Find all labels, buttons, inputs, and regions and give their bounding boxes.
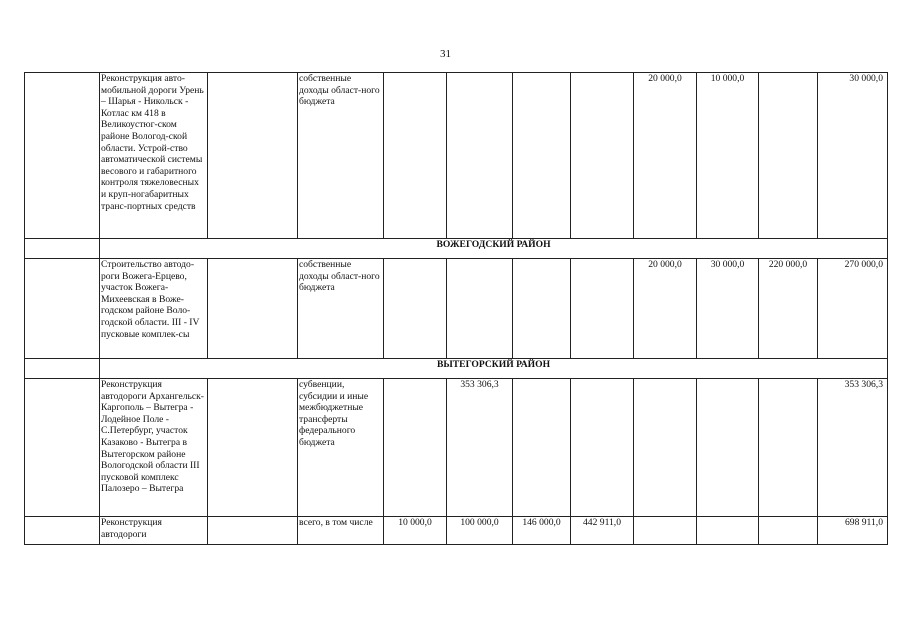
- value-cell: [513, 73, 571, 239]
- value-cell: 30 000,0: [697, 259, 759, 359]
- value-cell: [697, 379, 759, 517]
- value-cell: [513, 259, 571, 359]
- value-cell: [513, 379, 571, 517]
- value-cell: [571, 73, 634, 239]
- row-number-cell: [25, 379, 100, 517]
- value-cell: [447, 259, 513, 359]
- project-name: Строительство автодо-роги Вожега-Ерцево, участок Вожега-Михеевская в Воже-годском районе Воло-годской области. III - IV пусковые комплек-сы: [100, 259, 208, 359]
- value-cell: 20 000,0: [634, 73, 697, 239]
- value-cell: 20 000,0: [634, 259, 697, 359]
- table-row: [25, 73, 888, 239]
- value-cell: [384, 379, 447, 517]
- value-cell: [384, 73, 447, 239]
- project-name: Реконструкция автодороги: [100, 517, 208, 545]
- empty-cell: [208, 73, 298, 239]
- value-cell: 10 000,0: [384, 517, 447, 545]
- total-cell: 353 306,3: [818, 379, 888, 517]
- table-row: [25, 259, 888, 359]
- empty-cell: [208, 379, 298, 517]
- project-name: Реконструкция автодороги Архангельск-Каргополь – Вытегра - Лодейное Поле - С.Петербург, участок Казаково - Вытегра в Вытегорском районе Вологодской области III пусковой комплекс Палозеро – Вытегра: [100, 379, 208, 517]
- value-cell: [697, 517, 759, 545]
- value-cell: [634, 379, 697, 517]
- row-number-cell: [25, 359, 100, 379]
- value-cell: 442 911,0: [571, 517, 634, 545]
- funding-source: собственные доходы област-ного бюджета: [298, 259, 384, 359]
- budget-table: [24, 72, 888, 545]
- funding-source: субвенции, субсидии и иные межбюджетные трансферты федерального бюджета: [298, 379, 384, 517]
- value-cell: [759, 517, 818, 545]
- district-heading: ВОЖЕГОДСКИЙ РАЙОН: [100, 239, 888, 259]
- value-cell: [384, 259, 447, 359]
- value-cell: 100 000,0: [447, 517, 513, 545]
- table-row: [25, 379, 888, 517]
- value-cell: 220 000,0: [759, 259, 818, 359]
- total-cell: 698 911,0: [818, 517, 888, 545]
- value-cell: [634, 517, 697, 545]
- district-heading: ВЫТЕГОРСКИЙ РАЙОН: [100, 359, 888, 379]
- row-number-cell: [25, 259, 100, 359]
- district-row: [25, 359, 888, 379]
- total-cell: 30 000,0: [818, 73, 888, 239]
- value-cell: 353 306,3: [447, 379, 513, 517]
- value-cell: [759, 379, 818, 517]
- value-cell: 10 000,0: [697, 73, 759, 239]
- row-number-cell: [25, 517, 100, 545]
- value-cell: [447, 73, 513, 239]
- funding-source: собственные доходы област-ного бюджета: [298, 73, 384, 239]
- value-cell: [571, 259, 634, 359]
- funding-source: всего, в том числе: [298, 517, 384, 545]
- value-cell: [571, 379, 634, 517]
- value-cell: [759, 73, 818, 239]
- empty-cell: [208, 259, 298, 359]
- district-row: [25, 239, 888, 259]
- value-cell: 146 000,0: [513, 517, 571, 545]
- row-number-cell: [25, 73, 100, 239]
- project-name: Реконструкция авто-мобильной дороги Урень – Шарья - Никольск - Котлас км 418 в Великоустюг-ском районе Вологод-ской области. Устрой-ство автоматической системы весового и габаритного контроля тяжеловесных и круп-ногабаритных транс-портных средств: [100, 73, 208, 239]
- row-number-cell: [25, 239, 100, 259]
- total-cell: 270 000,0: [818, 259, 888, 359]
- empty-cell: [208, 517, 298, 545]
- table-row: [25, 517, 888, 545]
- page-number: 31: [440, 48, 451, 60]
